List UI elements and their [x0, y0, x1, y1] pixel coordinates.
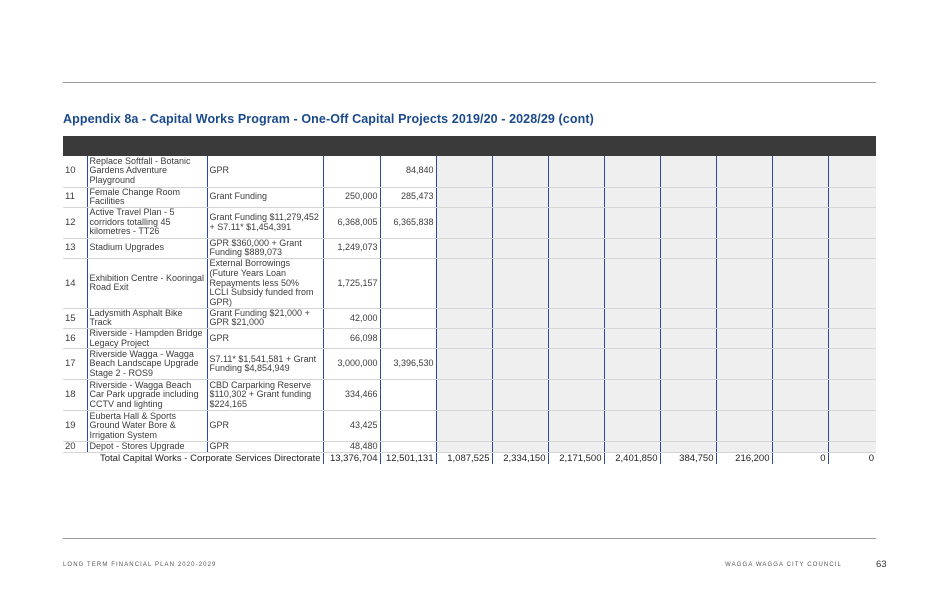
- value-cell: [380, 238, 436, 258]
- value-cell: [436, 258, 492, 308]
- total-value: 1,087,525: [436, 452, 492, 464]
- project-name: Replace Softfall - Botanic Gardens Adventure Playground: [87, 156, 207, 187]
- value-cell: [772, 308, 828, 328]
- funding-source: Grant Funding $21,000 + GPR $21,000: [207, 308, 323, 328]
- value-cell: [604, 187, 660, 207]
- value-cell: [772, 329, 828, 349]
- value-cell: [828, 380, 876, 411]
- value-cell: [380, 442, 436, 453]
- value-cell: [436, 308, 492, 328]
- value-cell: 66,098: [323, 329, 380, 349]
- total-label: Total Capital Works - Corporate Services Directorate: [99, 452, 321, 464]
- value-cell: [548, 308, 604, 328]
- value-cell: [323, 156, 380, 187]
- value-cell: [380, 380, 436, 411]
- table-row: [63, 207, 876, 238]
- value-cell: [716, 187, 772, 207]
- value-cell: [492, 411, 548, 442]
- value-cell: [548, 156, 604, 187]
- value-cell: [828, 187, 876, 207]
- row-number: 19: [63, 411, 87, 442]
- project-name: Depot - Stores Upgrade: [87, 442, 207, 453]
- value-cell: 3,000,000: [323, 349, 380, 380]
- value-cell: [380, 258, 436, 308]
- table-row: [63, 308, 876, 328]
- table-row: [63, 258, 876, 308]
- table-row: [63, 380, 876, 411]
- value-cell: 285,473: [380, 187, 436, 207]
- project-name: Ladysmith Asphalt Bike Track: [87, 308, 207, 328]
- row-number: 13: [63, 238, 87, 258]
- value-cell: [548, 258, 604, 308]
- value-cell: [492, 442, 548, 453]
- project-name: Riverside Wagga - Wagga Beach Landscape Upgrade Stage 2 - ROS9: [87, 349, 207, 380]
- value-cell: [716, 442, 772, 453]
- value-cell: [828, 207, 876, 238]
- value-cell: [716, 308, 772, 328]
- project-name: Active Travel Plan - 5 corridors totalling 45 kilometres - TT26: [87, 207, 207, 238]
- project-name: Euberta Hall & Sports Ground Water Bore & Irrigation System: [87, 411, 207, 442]
- value-cell: 6,365,838: [380, 207, 436, 238]
- value-cell: [660, 329, 716, 349]
- value-cell: [436, 411, 492, 442]
- value-cell: [772, 156, 828, 187]
- row-number: 17: [63, 349, 87, 380]
- total-value: 2,334,150: [492, 452, 548, 464]
- table-row: [63, 411, 876, 442]
- footer-council-name: WAGGA WAGGA CITY COUNCIL: [725, 562, 842, 568]
- table-row: [63, 329, 876, 349]
- table-row: [63, 238, 876, 258]
- value-cell: [548, 380, 604, 411]
- table-row: [63, 442, 876, 453]
- value-cell: [772, 349, 828, 380]
- project-name: Riverside - Wagga Beach Car Park upgrade including CCTV and lighting: [87, 380, 207, 411]
- value-cell: [436, 442, 492, 453]
- value-cell: [660, 411, 716, 442]
- value-cell: [716, 411, 772, 442]
- funding-source: CBD Carparking Reserve $110,302 + Grant funding $224,165: [207, 380, 323, 411]
- value-cell: [772, 187, 828, 207]
- value-cell: [492, 258, 548, 308]
- value-cell: [772, 442, 828, 453]
- value-cell: [436, 349, 492, 380]
- value-cell: [716, 238, 772, 258]
- value-cell: [604, 411, 660, 442]
- value-cell: [492, 156, 548, 187]
- value-cell: [660, 380, 716, 411]
- value-cell: [716, 329, 772, 349]
- value-cell: [604, 238, 660, 258]
- value-cell: [604, 329, 660, 349]
- project-name: Stadium Upgrades: [87, 238, 207, 258]
- value-cell: [716, 349, 772, 380]
- value-cell: [828, 411, 876, 442]
- total-value: 0: [828, 452, 876, 464]
- value-cell: [660, 308, 716, 328]
- value-cell: [380, 308, 436, 328]
- value-cell: [772, 411, 828, 442]
- row-number: 10: [63, 156, 87, 187]
- value-cell: 84,840: [380, 156, 436, 187]
- total-value: 0: [772, 452, 828, 464]
- value-cell: [828, 258, 876, 308]
- value-cell: [772, 238, 828, 258]
- value-cell: [548, 238, 604, 258]
- value-cell: [828, 329, 876, 349]
- value-cell: [492, 308, 548, 328]
- bottom-rule: [63, 538, 876, 539]
- value-cell: [604, 442, 660, 453]
- page-title: Appendix 8a - Capital Works Program - One-Off Capital Projects 2019/20 - 2028/29 (cont): [63, 112, 594, 126]
- value-cell: [436, 329, 492, 349]
- row-number: 11: [63, 187, 87, 207]
- total-value: 2,171,500: [548, 452, 604, 464]
- value-cell: [716, 258, 772, 308]
- value-cell: [436, 238, 492, 258]
- value-cell: [828, 308, 876, 328]
- value-cell: 250,000: [323, 187, 380, 207]
- value-cell: [492, 349, 548, 380]
- value-cell: [716, 207, 772, 238]
- value-cell: [548, 329, 604, 349]
- value-cell: [492, 207, 548, 238]
- value-cell: [716, 156, 772, 187]
- value-cell: [548, 187, 604, 207]
- value-cell: 42,000: [323, 308, 380, 328]
- value-cell: [828, 442, 876, 453]
- value-cell: [548, 442, 604, 453]
- funding-source: GPR: [207, 411, 323, 442]
- value-cell: [604, 308, 660, 328]
- value-cell: [548, 411, 604, 442]
- funding-source: GPR $360,000 + Grant Funding $889,073: [207, 238, 323, 258]
- row-number: 15: [63, 308, 87, 328]
- funding-source: Grant Funding $11,279,452 + S7.11* $1,454,391: [207, 207, 323, 238]
- project-name: Exhibition Centre - Kooringal Road Exit: [87, 258, 207, 308]
- value-cell: [436, 187, 492, 207]
- row-number: 14: [63, 258, 87, 308]
- total-value: 12,501,131: [380, 452, 436, 464]
- value-cell: [548, 207, 604, 238]
- project-name: Female Change Room Facilities: [87, 187, 207, 207]
- value-cell: 3,396,530: [380, 349, 436, 380]
- value-cell: [492, 329, 548, 349]
- funding-source: External Borrowings (Future Years Loan Repayments less 50% LCLI Subsidy funded from GPR): [207, 258, 323, 308]
- footer-document-title: LONG TERM FINANCIAL PLAN 2020-2029: [63, 562, 217, 568]
- table-row: [63, 187, 876, 207]
- value-cell: 6,368,005: [323, 207, 380, 238]
- page-number: 63: [876, 559, 887, 570]
- table-row: [63, 349, 876, 380]
- value-cell: [828, 349, 876, 380]
- value-cell: [772, 380, 828, 411]
- funding-source: GPR: [207, 442, 323, 453]
- total-value: 216,200: [716, 452, 772, 464]
- value-cell: [660, 238, 716, 258]
- total-row: [63, 452, 876, 464]
- value-cell: [660, 187, 716, 207]
- value-cell: [604, 380, 660, 411]
- value-cell: [492, 187, 548, 207]
- value-cell: 48,480: [323, 442, 380, 453]
- value-cell: [660, 442, 716, 453]
- row-number: 16: [63, 329, 87, 349]
- value-cell: [604, 349, 660, 380]
- value-cell: 43,425: [323, 411, 380, 442]
- total-value: 13,376,704: [323, 452, 380, 464]
- value-cell: [436, 156, 492, 187]
- value-cell: [660, 156, 716, 187]
- value-cell: [716, 380, 772, 411]
- value-cell: 1,249,073: [323, 238, 380, 258]
- value-cell: [492, 380, 548, 411]
- value-cell: [772, 258, 828, 308]
- value-cell: [772, 207, 828, 238]
- funding-source: Grant Funding: [207, 187, 323, 207]
- value-cell: [604, 258, 660, 308]
- capital-works-table: [63, 156, 876, 464]
- total-value: 2,401,850: [604, 452, 660, 464]
- total-value: 384,750: [660, 452, 716, 464]
- value-cell: [828, 238, 876, 258]
- funding-source: GPR: [207, 156, 323, 187]
- value-cell: [548, 349, 604, 380]
- project-name: Riverside - Hampden Bridge Legacy Project: [87, 329, 207, 349]
- value-cell: [828, 156, 876, 187]
- row-number: 12: [63, 207, 87, 238]
- value-cell: [660, 258, 716, 308]
- value-cell: [660, 349, 716, 380]
- top-rule: [63, 82, 876, 83]
- value-cell: [492, 238, 548, 258]
- value-cell: [660, 207, 716, 238]
- value-cell: [436, 380, 492, 411]
- table-header-bar: [63, 136, 876, 156]
- value-cell: [380, 411, 436, 442]
- value-cell: [604, 156, 660, 187]
- value-cell: 1,725,157: [323, 258, 380, 308]
- table-row: [63, 156, 876, 187]
- value-cell: [436, 207, 492, 238]
- row-number: 18: [63, 380, 87, 411]
- funding-source: S7.11* $1,541,581 + Grant Funding $4,854,949: [207, 349, 323, 380]
- value-cell: [604, 207, 660, 238]
- value-cell: 334,466: [323, 380, 380, 411]
- row-number: 20: [63, 442, 87, 453]
- funding-source: GPR: [207, 329, 323, 349]
- value-cell: [380, 329, 436, 349]
